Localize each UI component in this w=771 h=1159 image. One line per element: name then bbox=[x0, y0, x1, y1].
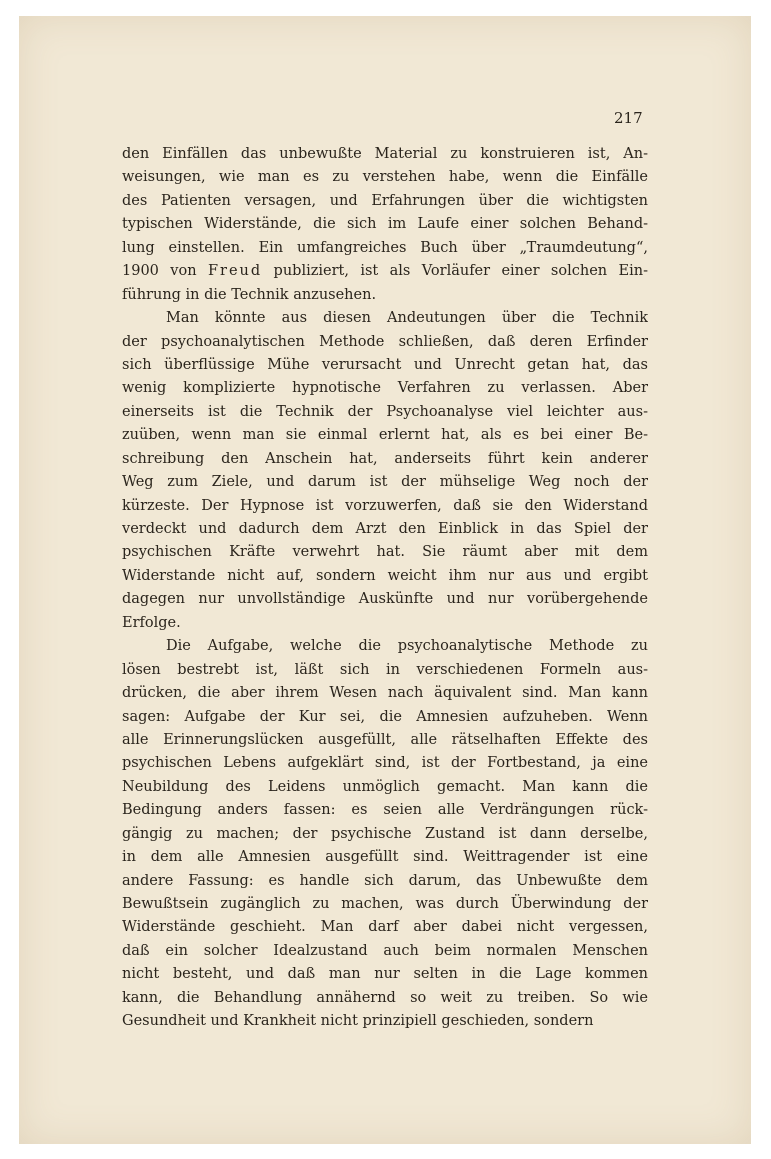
text-line bbox=[122, 448, 648, 471]
text-line bbox=[122, 940, 648, 963]
line-text: psychischen Lebens aufgeklärt sind, ist der Fortbestand, ja eine bbox=[122, 755, 648, 772]
paragraph bbox=[122, 307, 648, 635]
text-line bbox=[122, 307, 648, 330]
line-text: sich überflüssige Mühe verursacht und Unrecht getan hat, das bbox=[122, 356, 648, 373]
line-text: weisungen, wie man es zu verstehen habe, wenn die Einfälle bbox=[122, 169, 648, 186]
line-text: Die Aufgabe, welche die psychoanalytische Methode zu bbox=[166, 638, 648, 655]
text-line bbox=[122, 541, 648, 564]
text-line bbox=[122, 752, 648, 775]
line-text: Man könnte aus diesen Andeutungen über die Technik bbox=[166, 310, 648, 327]
line-text: dagegen nur unvollständige Auskünfte und nur vorübergehende bbox=[122, 591, 648, 608]
text-line bbox=[122, 518, 648, 541]
line-text: zuüben, wenn man sie einmal erlernt hat, als es bei einer Be- bbox=[122, 427, 648, 444]
line-text: Bewußtsein zugänglich zu machen, was durch Überwindung der bbox=[122, 896, 648, 912]
paragraph bbox=[122, 143, 648, 307]
line-text: lung einstellen. Ein umfangreiches Buch über „Traumdeutung“, bbox=[122, 239, 648, 256]
paragraph bbox=[122, 635, 648, 1033]
book-page bbox=[19, 16, 751, 1144]
text-line bbox=[122, 706, 648, 729]
text-line bbox=[122, 401, 648, 424]
line-text: nicht besteht, und daß man nur selten in die Lage kommen bbox=[122, 966, 648, 983]
line-text: gängig zu machen; der psychische Zustand ist dann derselbe, bbox=[122, 825, 648, 842]
line-text: 1900 von bbox=[122, 263, 208, 280]
text-line bbox=[122, 893, 648, 916]
line-text: Neubildung des Leidens unmöglich gemacht. Man kann die bbox=[122, 778, 648, 795]
text-line bbox=[122, 284, 648, 307]
line-text: kürzeste. Der Hypnose ist vorzuwerfen, daß sie den Widerstand bbox=[122, 497, 648, 514]
text-line bbox=[122, 987, 648, 1010]
text-line bbox=[122, 495, 648, 518]
line-text: Gesundheit und Krankheit nicht prinzipiell geschieden, sondern bbox=[122, 1013, 594, 1030]
text-line bbox=[122, 635, 648, 658]
line-text: publiziert, ist als Vorläufer einer solchen Ein- bbox=[262, 263, 648, 280]
text-line bbox=[122, 260, 648, 283]
text-line bbox=[122, 659, 648, 682]
line-text: den Einfällen das unbewußte Material zu konstruieren ist, An- bbox=[122, 146, 648, 162]
text-line bbox=[122, 190, 648, 213]
text-line bbox=[122, 682, 648, 705]
line-text: lösen bestrebt ist, läßt sich in verschiedenen Formeln aus- bbox=[122, 661, 648, 678]
line-text: Erfolge. bbox=[122, 614, 181, 631]
text-line bbox=[122, 143, 648, 166]
line-text: alle Erinnerungslücken ausgefüllt, alle rätselhaften Effekte des bbox=[122, 731, 648, 748]
line-text: Widerstande nicht auf, sondern weicht ihm nur aus und ergibt bbox=[122, 567, 648, 584]
line-text: kann, die Behandlung annähernd so weit zu treiben. So wie bbox=[122, 989, 648, 1006]
text-line bbox=[122, 166, 648, 189]
line-text: typischen Widerstände, die sich im Laufe einer solchen Behand- bbox=[122, 216, 648, 233]
line-text: schreibung den Anschein hat, anderseits führt kein anderer bbox=[122, 450, 648, 467]
author-name: Freud bbox=[207, 263, 263, 280]
line-text: Bedingung anders fassen: es seien alle Verdrängungen rück- bbox=[122, 802, 648, 819]
text-line bbox=[122, 1010, 648, 1033]
page-number: 217 bbox=[614, 109, 643, 127]
text-line bbox=[122, 846, 648, 869]
text-line bbox=[122, 729, 648, 752]
text-line bbox=[122, 963, 648, 986]
text-line bbox=[122, 471, 648, 494]
text-line bbox=[122, 612, 648, 635]
line-text: führung in die Technik anzusehen. bbox=[122, 286, 377, 303]
text-line bbox=[122, 776, 648, 799]
line-text: wenig komplizierte hypnotische Verfahren zu verlassen. Aber bbox=[122, 380, 648, 397]
line-text: in dem alle Amnesien ausgefüllt sind. Weittragender ist eine bbox=[122, 849, 648, 866]
line-text: verdeckt und dadurch dem Arzt den Einblick in das Spiel der bbox=[122, 521, 648, 537]
text-line bbox=[122, 588, 648, 611]
line-text: einerseits ist die Technik der Psychoanalyse viel leichter aus- bbox=[122, 403, 648, 420]
text-line bbox=[122, 565, 648, 588]
line-text: der psychoanalytischen Methode schließen, daß deren Erfinder bbox=[122, 333, 648, 350]
line-text: drücken, die aber ihrem Wesen nach äquivalent sind. Man kann bbox=[122, 685, 648, 702]
line-text: Weg zum Ziele, und darum ist der mühselige Weg noch der bbox=[122, 474, 648, 491]
text-line bbox=[122, 331, 648, 354]
text-line bbox=[122, 237, 648, 260]
body-text bbox=[122, 143, 648, 1034]
line-text: Widerstände geschieht. Man darf aber dabei nicht vergessen, bbox=[122, 919, 648, 936]
text-line bbox=[122, 823, 648, 846]
text-line bbox=[122, 916, 648, 939]
text-line bbox=[122, 377, 648, 400]
line-text: des Patienten versagen, und Erfahrungen über die wichtigsten bbox=[122, 192, 648, 209]
line-text: daß ein solcher Idealzustand auch beim normalen Menschen bbox=[122, 942, 648, 959]
line-text: sagen: Aufgabe der Kur sei, die Amnesien aufzuheben. Wenn bbox=[122, 708, 648, 725]
text-line bbox=[122, 213, 648, 236]
line-text: psychischen Kräfte verwehrt hat. Sie räumt aber mit dem bbox=[122, 544, 648, 561]
text-line bbox=[122, 870, 648, 893]
line-text: andere Fassung: es handle sich darum, das Unbewußte dem bbox=[122, 872, 648, 889]
text-line bbox=[122, 424, 648, 447]
text-line bbox=[122, 799, 648, 822]
text-line bbox=[122, 354, 648, 377]
